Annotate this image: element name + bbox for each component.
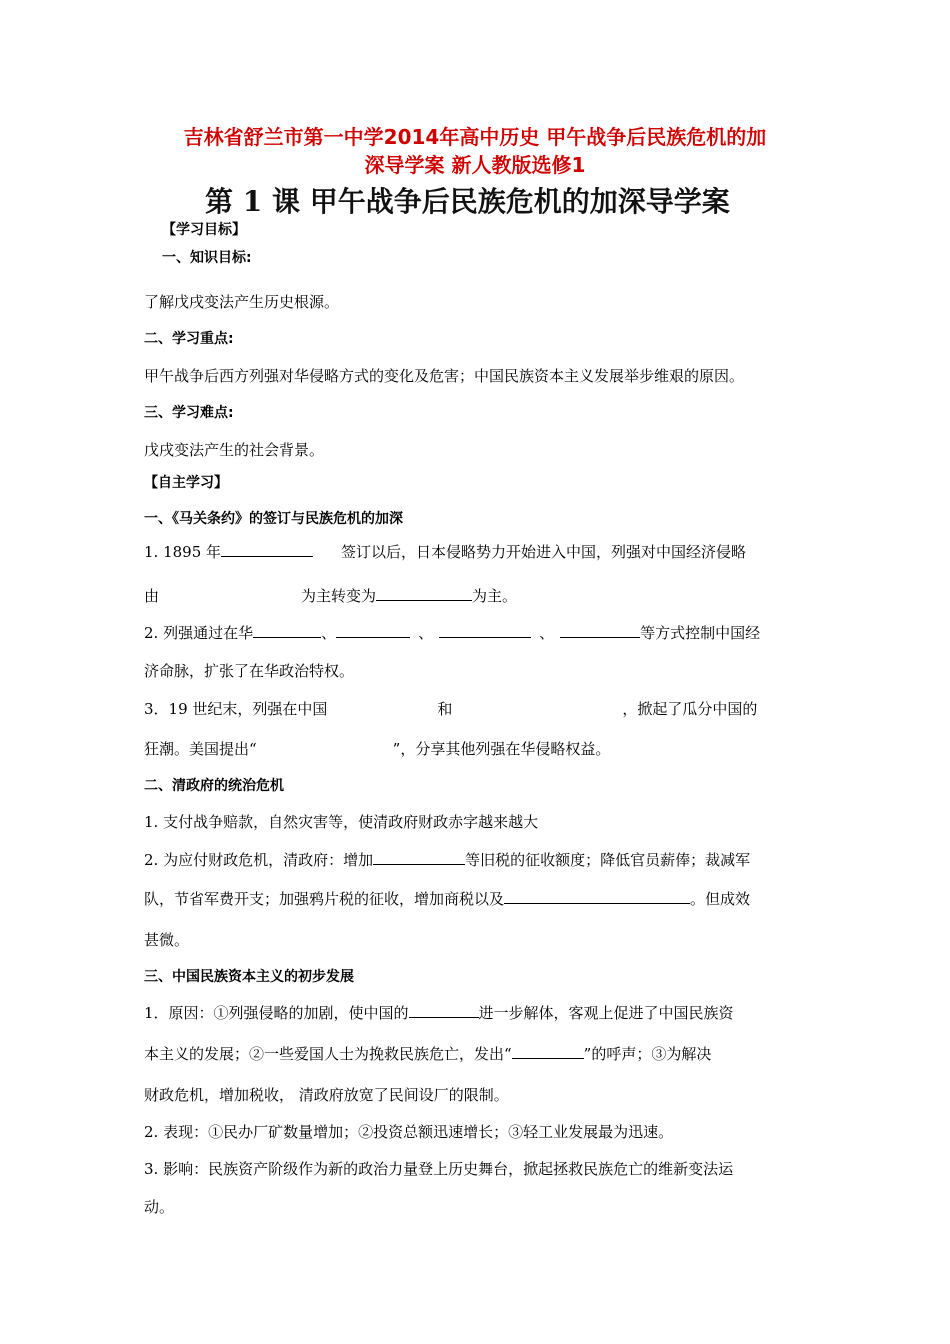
section1-item3-line2 — [144, 739, 610, 759]
fill-blank[interactable] — [504, 889, 690, 904]
section2-item2-line2 — [144, 889, 750, 909]
section1-item3-text: ，掀起了瓜分中国的 — [622, 700, 758, 718]
section1-heading: 一、《马关条约》的签订与民族危机的加深 — [144, 511, 403, 527]
section3-item1-text2: 本主义的发展；②一些爱国人士为挽救民族危亡，发出“ — [144, 1045, 512, 1063]
section1-item1-text: 签订以后，日本侵略势力开始进入中国，列强对中国经济侵略 — [341, 543, 747, 561]
fill-blank[interactable] — [376, 586, 472, 601]
section1-item2-text: 等方式控制中国经 — [640, 624, 761, 642]
knowledge-goal-text: 了解戊戌变法产生历史根源。 — [144, 293, 340, 311]
section2-item2-line3: 甚微。 — [144, 931, 190, 949]
section1-item3-us: 狂潮。美国提出“ — [144, 740, 257, 758]
section3-item1-line1 — [144, 1003, 734, 1023]
fill-blank[interactable] — [439, 623, 531, 638]
fill-blank[interactable] — [253, 623, 321, 638]
section1-item1-end: 为主。 — [472, 587, 518, 605]
section2-item1: 1. 支付战争赔款，自然灾害等，使清政府财政赤字越来越大 — [144, 813, 539, 831]
section2-item2-end: 。但成效 — [690, 890, 751, 908]
section1-item2-line2: 济命脉，扩张了在华政治特权。 — [144, 662, 355, 680]
section3-item1-line3: 财政危机，增加税收， 清政府放宽了民间设厂的限制。 — [144, 1086, 509, 1104]
difficulty-text: 戊戌变法产生的社会背景。 — [144, 441, 325, 459]
section1-item3-line1 — [144, 699, 757, 719]
fill-blank[interactable] — [373, 850, 465, 865]
section1-item2-line1 — [144, 623, 760, 643]
difficulty-heading: 三、学习难点: — [144, 405, 234, 421]
section3-item1-text3: ”的呼声；③为解决 — [583, 1045, 712, 1063]
section3-item1-line2 — [144, 1044, 711, 1064]
section3-item2: 2. 表现：①民办厂矿数量增加；②投资总额迅速增长；③轻工业发展最为迅速。 — [144, 1123, 674, 1141]
section2-item2-text: 等旧税的征收额度；降低官员薪俸；裁减军 — [465, 851, 751, 869]
fill-blank[interactable] — [336, 623, 410, 638]
fill-blank[interactable] — [409, 1003, 479, 1018]
section2-item2-prefix: 2. 为应付财政危机，清政府：增加 — [144, 851, 374, 869]
lesson-title: 第 1 课 甲午战争后民族危机的加深导学案 — [205, 185, 730, 218]
section2-heading: 二、清政府的统治危机 — [144, 778, 284, 794]
section1-item1-line2 — [144, 586, 517, 606]
section1-item3-end: ”，分享其他列强在华侵略权益。 — [392, 740, 611, 758]
section3-item1-text: 进一步解体，客观上促进了中国民族资 — [478, 1004, 734, 1022]
separator: 、 — [539, 624, 555, 642]
goals-heading: 【学习目标】 — [162, 222, 246, 238]
focus-text: 甲午战争后西方列强对华侵略方式的变化及危害；中国民族资本主义发展举步维艰的原因。 — [144, 367, 745, 385]
document-title-line2: 深导学案 新人教版选修1 — [364, 153, 586, 177]
section1-item1-prefix: 1. 1895 年 — [144, 543, 222, 561]
self-study-heading: 【自主学习】 — [144, 475, 228, 491]
fill-blank[interactable] — [221, 542, 313, 557]
section1-item1-mid: 为主转变为 — [301, 587, 377, 605]
section2-item2-text2: 队，节省军费开支；加强鸦片税的征收，增加商税以及 — [144, 890, 505, 908]
section1-item2-prefix: 2. 列强通过在华 — [144, 624, 254, 642]
section1-item1-line1 — [144, 542, 746, 562]
section3-item3-line1: 3. 影响：民族资产阶级作为新的政治力量登上历史舞台，掀起拯救民族危亡的维新变法运 — [144, 1160, 734, 1178]
section3-heading: 三、中国民族资本主义的初步发展 — [144, 969, 354, 985]
knowledge-goal-heading: 一、知识目标: — [162, 250, 252, 266]
fill-blank[interactable] — [512, 1044, 584, 1059]
fill-blank[interactable] — [560, 623, 640, 638]
document-title-line1: 吉林省舒兰市第一中学2014年高中历史 甲午战争后民族危机的加 — [183, 125, 767, 149]
section3-item1-prefix: 1．原因：①列强侵略的加剧，使中国的 — [144, 1004, 409, 1022]
section1-item1-from: 由 — [144, 587, 160, 605]
separator: 、 — [321, 624, 337, 642]
section3-item3-line2: 动。 — [144, 1198, 175, 1216]
separator: 、 — [418, 624, 434, 642]
section2-item2-line1 — [144, 850, 750, 870]
focus-heading: 二、学习重点: — [144, 331, 234, 347]
section1-item3-prefix: 3．19 世纪末，列强在中国 — [144, 700, 328, 718]
section1-item3-and: 和 — [437, 700, 453, 718]
